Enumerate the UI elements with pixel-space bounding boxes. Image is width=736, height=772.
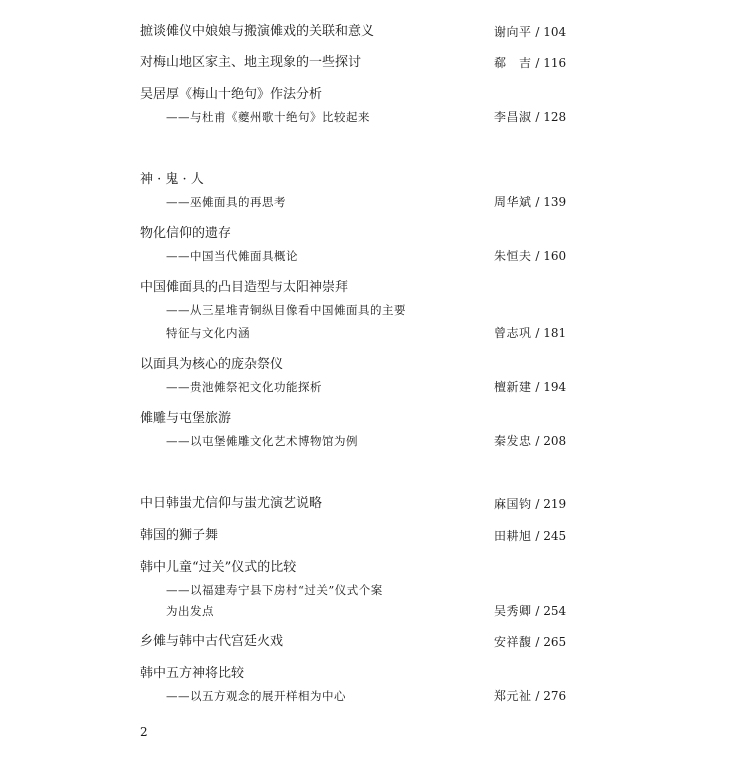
- toc-entry-subline: ——以屯堡傩雕文化艺术博物馆为例 秦发忠 / 208: [0, 431, 736, 451]
- entry-subtitle: ——从三星堆青铜纵目像看中国傩面具的主要: [166, 303, 406, 317]
- entry-title: 韩国的狮子舞: [140, 528, 219, 543]
- entry-page: 245: [543, 529, 567, 543]
- entry-author: 檀新建: [494, 380, 532, 394]
- entry-page: 116: [543, 56, 567, 70]
- entry-author: 李昌淑: [494, 110, 532, 124]
- entry-page: 128: [543, 110, 567, 124]
- entry-page: 254: [543, 604, 567, 618]
- entry-author: 朱恒夫: [494, 249, 532, 263]
- toc-entry: 中日韩蚩尤信仰与蚩尤演艺说略 麻国钧 / 219: [0, 494, 736, 514]
- entry-author: 郗 吉: [494, 56, 532, 70]
- toc-entry-subline: ——中国当代傩面具概论 朱恒夫 / 160: [0, 246, 736, 266]
- entry-subtitle: ——巫傩面具的再思考: [166, 195, 286, 209]
- entry-page: 139: [543, 195, 567, 209]
- entry-author: 郑元祉: [494, 689, 532, 703]
- entry-title: 吴居厚《梅山十绝句》作法分析: [140, 87, 323, 102]
- entry-author: 曾志巩: [494, 326, 532, 340]
- toc-entry-subline: 为出发点 吴秀卿 / 254: [0, 601, 736, 621]
- toc-entry-subline: ——巫傩面具的再思考 周华斌 / 139: [0, 192, 736, 212]
- entry-author: 秦发忠: [494, 434, 532, 448]
- entry-subtitle: ——以屯堡傩雕文化艺术博物馆为例: [166, 434, 358, 448]
- toc-entry-subline: ——与杜甫《夔州歌十绝句》比较起来 李昌淑 / 128: [0, 107, 736, 127]
- entry-title: 乡傩与韩中古代宫廷火戏: [140, 634, 284, 649]
- entry-title: 韩中儿童“过关”仪式的比较: [140, 560, 297, 575]
- entry-subtitle: ——以五方观念的展开样相为中心: [166, 689, 346, 703]
- toc-entry-subline: [0, 300, 736, 320]
- entry-page: 194: [543, 380, 567, 394]
- entry-subtitle-continued: 特征与文化内涵: [166, 326, 250, 340]
- entry-page: 219: [543, 497, 567, 511]
- toc-entry: [0, 85, 736, 105]
- entry-page: 276: [543, 689, 567, 703]
- page-number: 2: [140, 725, 148, 739]
- entry-author: 安祥馥: [494, 635, 532, 649]
- entry-title: 神 · 鬼 · 人: [140, 172, 204, 187]
- toc-entry: 对梅山地区家主、地主现象的一些探讨 郗 吉 / 116: [0, 53, 736, 73]
- entry-author: 田耕旭: [494, 529, 532, 543]
- entry-author: 吴秀卿: [494, 604, 532, 618]
- entry-page: 208: [543, 434, 567, 448]
- entry-author: 谢向平: [494, 25, 532, 39]
- entry-page: 104: [543, 25, 567, 39]
- entry-title: 中国傩面具的凸目造型与太阳神崇拜: [140, 280, 349, 295]
- entry-subtitle: ——中国当代傩面具概论: [166, 249, 298, 263]
- entry-author: 麻国钧: [494, 497, 532, 511]
- entry-title: 物化信仰的遗存: [140, 226, 232, 241]
- toc-entry: 摭谈傩仪中娘娘与搬演傩戏的关联和意义 谢向平 / 104: [0, 22, 736, 42]
- entry-title: 以面具为核心的庞杂祭仪: [140, 357, 284, 372]
- entry-subtitle: ——以福建寿宁县下房村“过关”仪式个案: [166, 583, 383, 597]
- entry-title: 中日韩蚩尤信仰与蚩尤演艺说略: [140, 496, 323, 511]
- toc-entry: [0, 278, 736, 298]
- toc-entry: [0, 664, 736, 684]
- entry-title: 对梅山地区家主、地主现象的一些探讨: [140, 55, 362, 70]
- toc-entry: [0, 170, 736, 190]
- toc-entry: [0, 409, 736, 429]
- entry-page: 181: [543, 326, 567, 340]
- toc-entry-subline: 特征与文化内涵 曾志巩 / 181: [0, 323, 736, 343]
- entry-title: 韩中五方神将比较: [140, 666, 245, 681]
- toc-entry: 韩国的狮子舞 田耕旭 / 245: [0, 526, 736, 546]
- entry-author: 周华斌: [494, 195, 532, 209]
- entry-subtitle: ——贵池傩祭祀文化功能探析: [166, 380, 322, 394]
- entry-page: 265: [543, 635, 567, 649]
- toc-entry-subline: [0, 580, 736, 600]
- toc-entry: 乡傩与韩中古代宫廷火戏 安祥馥 / 265: [0, 632, 736, 652]
- entry-subtitle-continued: 为出发点: [166, 604, 214, 618]
- entry-title: 傩雕与屯堡旅游: [140, 411, 232, 426]
- toc-entry: [0, 224, 736, 244]
- entry-page: 160: [543, 249, 567, 263]
- toc-entry: [0, 558, 736, 578]
- toc-entry: [0, 355, 736, 375]
- toc-entry-subline: ——贵池傩祭祀文化功能探析 檀新建 / 194: [0, 377, 736, 397]
- entry-title: 摭谈傩仪中娘娘与搬演傩戏的关联和意义: [140, 24, 375, 39]
- entry-subtitle: ——与杜甫《夔州歌十绝句》比较起来: [166, 110, 370, 124]
- toc-entry-subline: ——以五方观念的展开样相为中心 郑元祉 / 276: [0, 686, 736, 706]
